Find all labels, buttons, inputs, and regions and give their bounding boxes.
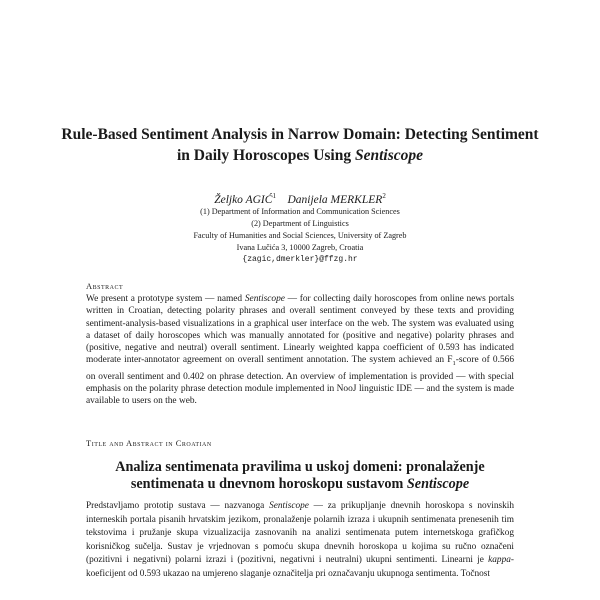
croatian-heading: Title and Abstract in Croatian <box>86 438 212 448</box>
affiliation-line: (1) Department of Information and Communication Sciences <box>200 207 400 216</box>
affiliation-line: Faculty of Humanities and Social Sciences, University of Zagreb <box>193 231 407 240</box>
author-mark: 2 <box>382 192 386 200</box>
author-mark: 1 <box>272 192 276 200</box>
croatian-abstract-italic: kappa <box>488 555 511 566</box>
croatian-abstract-paragraph <box>86 500 514 582</box>
affiliation-line: Ivana Lučića 3, 10000 Zagreb, Croatia <box>236 243 364 252</box>
paper-title-italic: Sentiscope <box>354 147 424 164</box>
paper-title <box>60 124 540 166</box>
abstract-paragraph <box>86 293 514 408</box>
croatian-abstract-text: — za prikupljanje dnevnih horoskopa s novinskih interneskih portala pisanih hrvatskim jezikom, pronalaženje polarnih izraza i ukupnih sentimenata prenesenih tim tekstovima i pružanje skupa vizualizacija zasnovanih na analizi sentimenata putem internetskoga grafičkog korisničkog sučelja. Sustav je vrjednovan s pomoću skupa dnevnih horoskopa u kojima su ručno označeni (pozitivni i negativni) polarni izrazi i (pozitivni, negativni i neutralni) ukupni sentimenti. Linearni je <box>86 501 515 566</box>
author-list <box>60 189 540 207</box>
abstract-text: We present a prototype system — named <box>86 294 245 304</box>
abstract-subscript: 1 <box>452 360 456 368</box>
croatian-abstract-text: Predstavljamo prototip sustava — nazvanoga <box>86 501 270 511</box>
croatian-title-main: Analiza sentimenata pravilima u uskoj domeni: pronalaženje sentimenata u dnevnom horoskopu sustavom <box>115 459 485 492</box>
author-emails: {zagic,dmerkler}@ffzg.hr <box>242 255 358 264</box>
affiliations <box>60 206 540 266</box>
abstract-italic: Sentiscope <box>244 294 285 304</box>
croatian-title-italic: Sentiscope <box>406 476 470 492</box>
abstract-text: -score of 0.566 on overall sentiment and 0.402 on phrase detection. An overview of implementation is provided — with special emphasis on the polarity phrase detection module implemented in NooJ linguistic IDE — and the system is made available to users on the web. <box>86 355 515 407</box>
abstract-text: — for collecting daily horoscopes from online news portals written in Croatian, detecting polarity phrases and overall sentiment conveyed by these texts and providing sentiment-analysis-based visualizations in a graphical user interface on the web. The system was evaluated using a dataset of daily horoscopes which was manually annotated for (positive and negative) polarity phrases and (positive, negative and neutral) overall sentiment. Linearly weighted kappa coefficient of 0.593 has indicated moderate inter-annotator agreement on overall sentiment annotation. The system achieved an F <box>86 294 515 366</box>
croatian-abstract-text: -koeficijent od 0.593 ukazao na umjereno slaganje označitelja pri označavanju ukupnoga sentimenta. Točnost <box>86 555 514 579</box>
croatian-title <box>80 459 520 493</box>
abstract-heading: Abstract <box>86 281 124 291</box>
paper-title-main: Rule-Based Sentiment Analysis in Narrow Domain: Detecting Sentiment in Daily Horoscopes Using <box>61 126 539 164</box>
abstract-body <box>86 293 514 408</box>
affiliation-line: (2) Department of Linguistics <box>251 219 349 228</box>
author-name: Željko AGIĆ <box>214 193 273 206</box>
croatian-abstract-italic: Sentiscope <box>269 501 309 511</box>
croatian-abstract-body <box>86 500 514 582</box>
author-name: Danijela MERKLER <box>287 193 383 206</box>
